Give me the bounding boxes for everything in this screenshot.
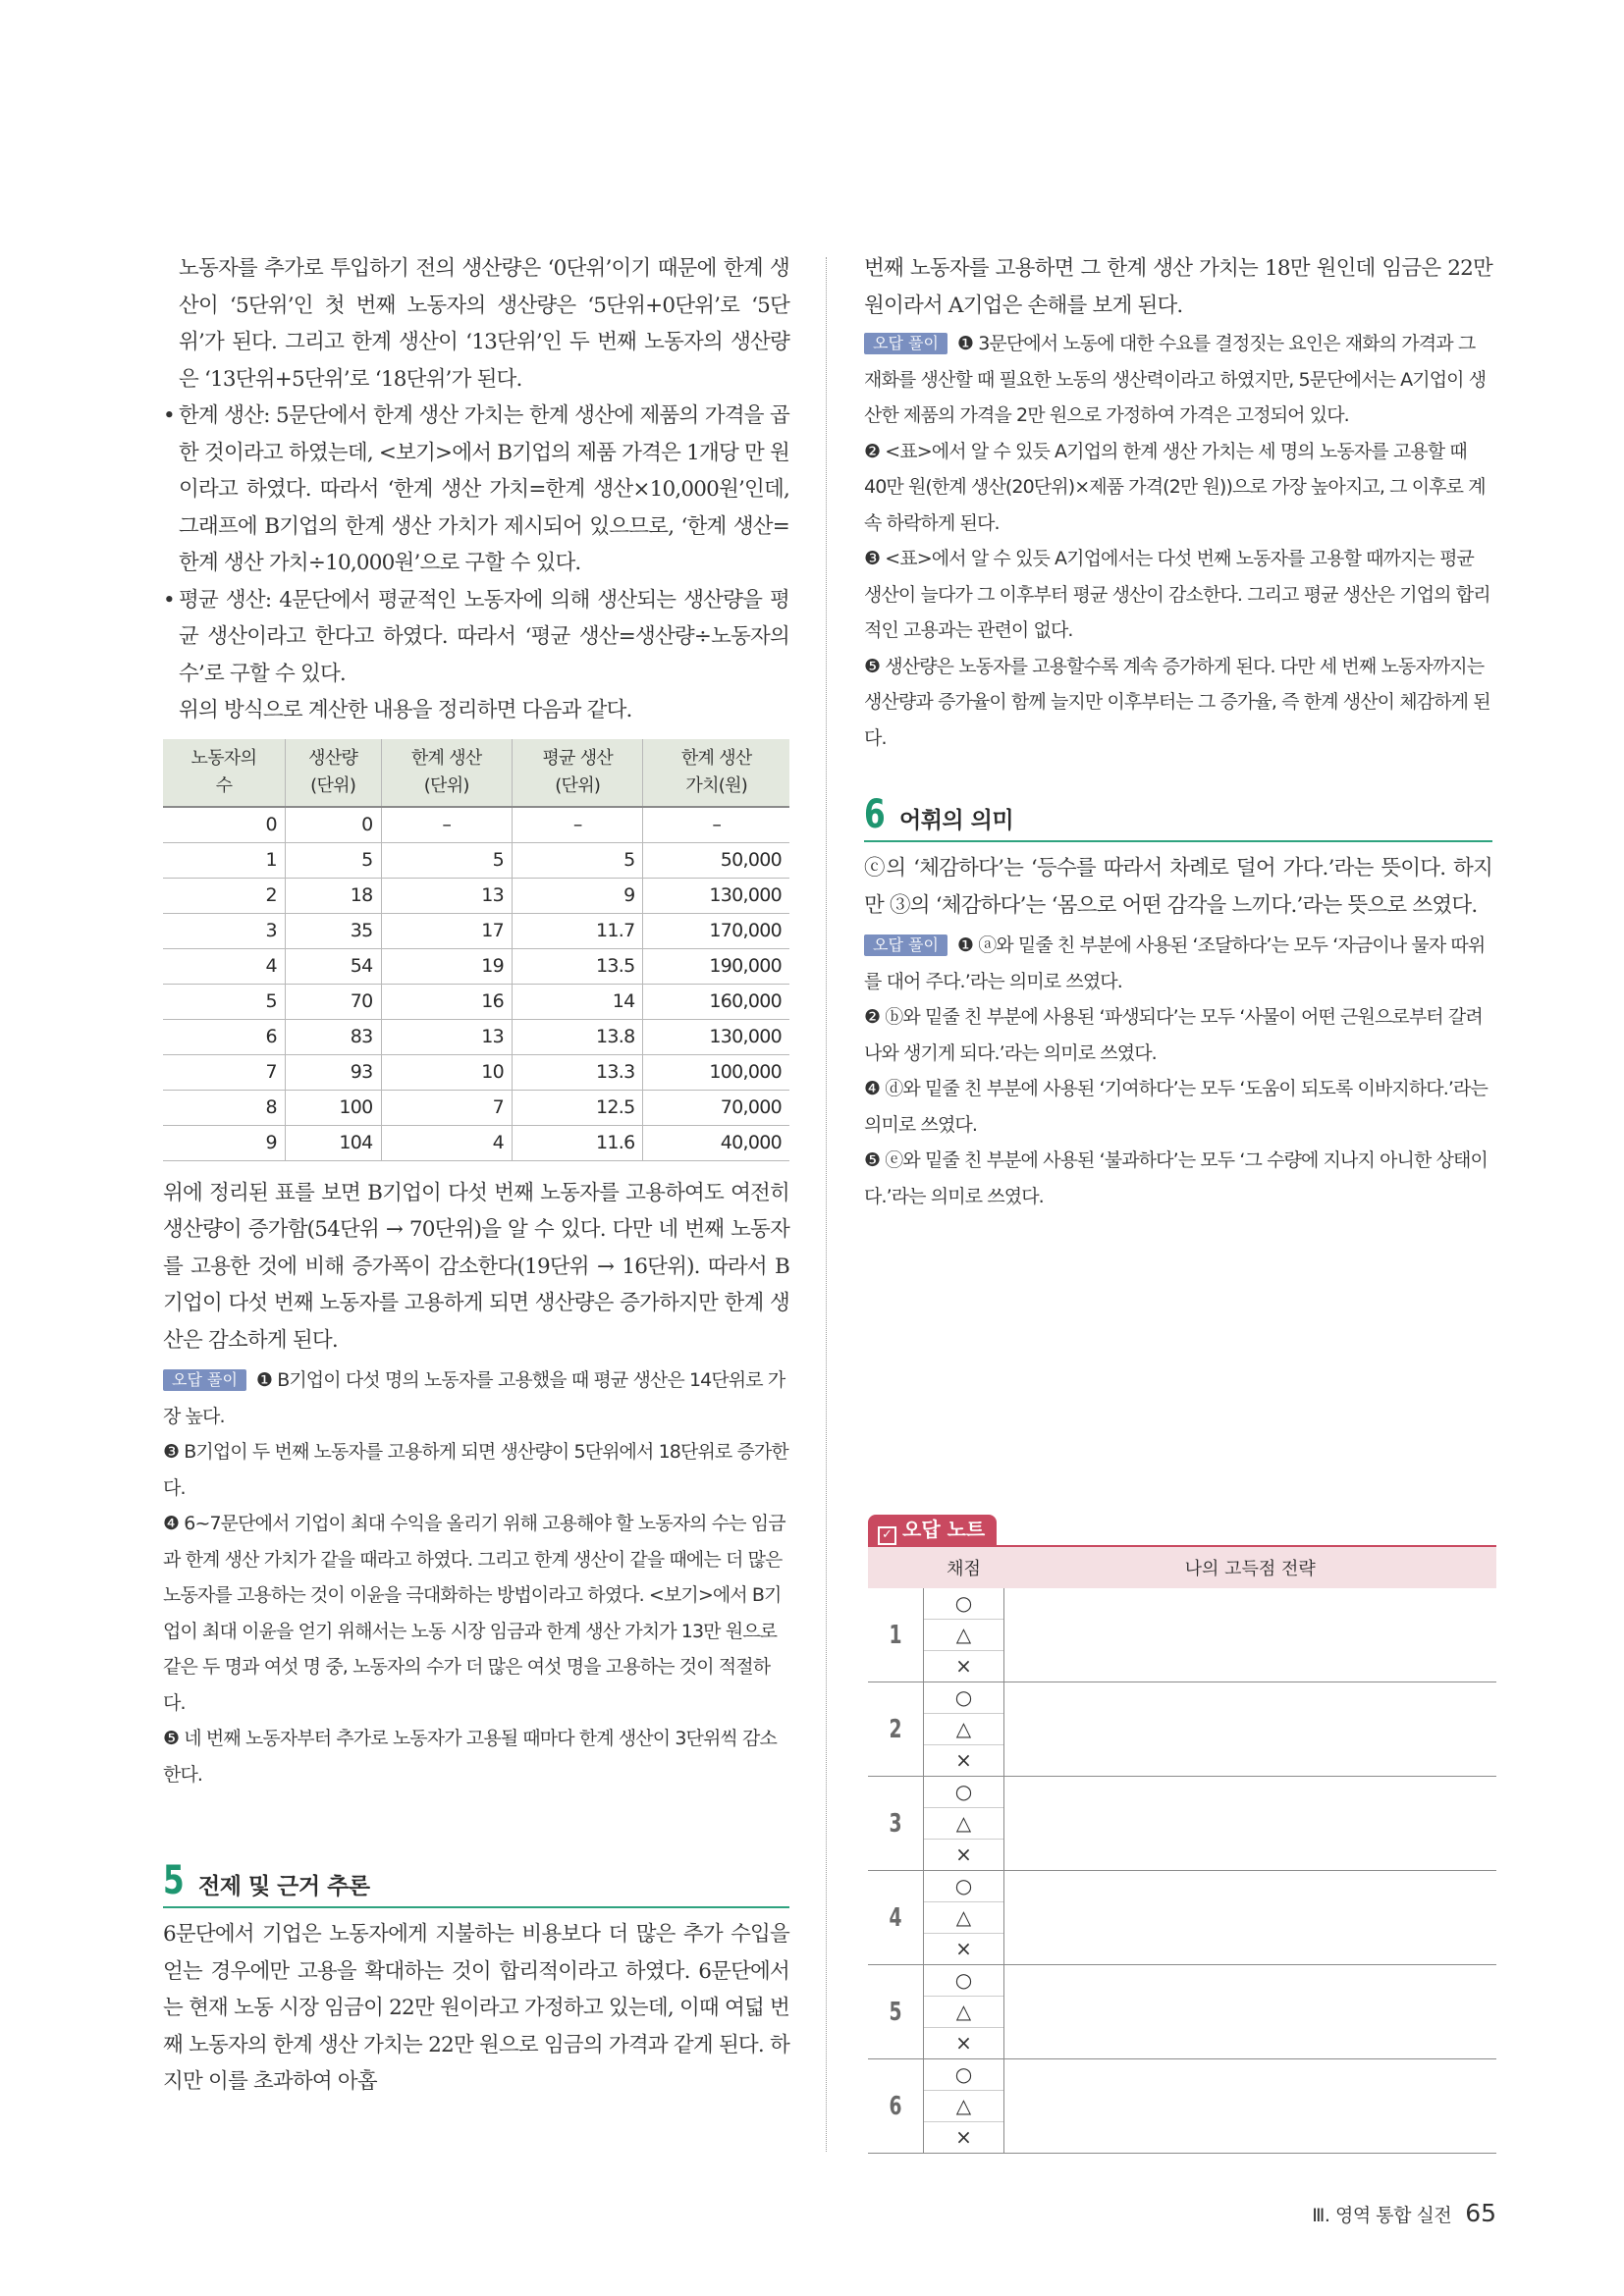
table-row <box>163 984 789 1019</box>
page-number: 65 <box>1465 2199 1496 2227</box>
grade-marks <box>924 1777 1004 1871</box>
table-cell: 0 <box>285 807 381 843</box>
question-number: 5 <box>874 1965 918 2059</box>
table-cell: 5 <box>381 842 512 878</box>
grade-mark-option[interactable]: ○ <box>924 1965 1003 1997</box>
note-table <box>868 1545 1496 2154</box>
note-row <box>868 1777 1496 1871</box>
table-row <box>163 807 789 843</box>
wrong-answer-badge: 오답 풀이 <box>163 1369 246 1391</box>
table-cell: 54 <box>285 948 381 984</box>
table-cell: 7 <box>163 1054 285 1090</box>
grade-mark-option[interactable]: ○ <box>924 1871 1003 1902</box>
grade-mark-option[interactable]: × <box>955 1842 972 1866</box>
column-divider <box>826 257 827 2152</box>
paragraph: 6문단에서 기업은 노동자에게 지불하는 비용보다 더 많은 추가 수입을 얻는 경우에만 고용을 확대하는 것이 합리적이라고 하였다. 6문단에서는 현재 노동 시장 임금이 22만 원이라고 가정하고 있는데, 이때 여덟 번째 노동자의 한계 생산 가치는 22만 원으로 임금의 가격과 같게 된다. 하지만 이를 초과하여 아홉 <box>163 1922 789 2094</box>
wrong-answer-item: ❸ B기업이 두 번째 노동자를 고용하게 되면 생산량이 5단위에서 18단위로 증가한다. <box>163 1441 788 1499</box>
table-cell: 7 <box>381 1090 512 1125</box>
footer-section: Ⅲ. 영역 통합 실전 <box>1312 2205 1452 2226</box>
table-cell: 13.5 <box>512 948 642 984</box>
table-row <box>163 1054 789 1090</box>
note-row <box>868 1588 1496 1682</box>
page-footer <box>1312 2199 1496 2227</box>
table-header: 한계 생산 (단위) <box>381 739 512 807</box>
strategy-cell[interactable] <box>1004 1588 1497 1682</box>
bullet-average-product: • 평균 생산: 4문단에서 평균적인 노동자에 의해 생산되는 생산량을 평균 생산이라고 한다고 하였다. 따라서 ‘평균 생산=생산량÷노동자의 수’로 구할 수 있다. <box>163 582 789 693</box>
wrong-answer-badge: 오답 풀이 <box>864 333 947 354</box>
wrong-answer-item: 오답 풀이 ❶ 3문단에서 노동에 대한 수요를 결정짓는 요인은 재화의 가격과 그 재화를 생산할 때 필요한 노동의 생산력이라고 하였지만, 5문단에서는 A기업이 생산한 제품의 가격을 2만 원으로 가정하여 가격은 고정되어 있다. <box>864 333 1487 426</box>
table-cell: 5 <box>285 842 381 878</box>
question-number: 2 <box>874 1682 918 1777</box>
table-cell: 18 <box>285 878 381 913</box>
right-column <box>864 250 1492 1214</box>
table-cell: – <box>643 807 789 843</box>
checkbox-icon: ✓ <box>878 1526 896 1545</box>
table-cell: 12.5 <box>512 1090 642 1125</box>
table-cell: 8 <box>163 1090 285 1125</box>
table-cell: 104 <box>285 1125 381 1160</box>
table-row <box>163 842 789 878</box>
note-header-blank <box>868 1546 924 1588</box>
grade-mark-option[interactable]: △ <box>924 2091 1003 2122</box>
wrong-answer-item: ❹ 6~7문단에서 기업이 최대 수익을 올리기 위해 고용해야 할 노동자의 수는 임금과 한계 생산 가치가 같을 때라고 하였다. 그리고 한계 생산이 같을 때에는 더 많은 노동자를 고용하는 것이 이윤을 극대화하는 방법이라고 하였다. <보기>에서 B기업이 최대 이윤을 얻기 위해서는 노동 시장 임금과 한계 생산 가치가 13만 원으로 같은 두 명과 여섯 명 중, 노동자의 수가 더 많은 여섯 명을 고용하는 것이 적절하다. <box>163 1513 785 1714</box>
question-number: 4 <box>874 1871 918 1965</box>
strategy-cell[interactable] <box>1004 1777 1497 1871</box>
table-cell: 19 <box>381 948 512 984</box>
table-row <box>163 1125 789 1160</box>
table-cell: 130,000 <box>643 1019 789 1054</box>
note-tab: ✓ 오답 노트 <box>868 1515 997 1545</box>
note-row <box>868 2059 1496 2154</box>
table-cell: – <box>512 807 642 843</box>
section-title: 어휘의 의미 <box>899 808 1014 833</box>
table-cell: 14 <box>512 984 642 1019</box>
table-cell: 4 <box>381 1125 512 1160</box>
grade-mark-option[interactable]: × <box>955 2031 972 2055</box>
table-cell: 5 <box>163 984 285 1019</box>
section-heading-5 <box>163 1858 789 1908</box>
table-cell: 83 <box>285 1019 381 1054</box>
grade-marks <box>924 1871 1004 1965</box>
wrong-answer-badge: 오답 풀이 <box>864 934 947 956</box>
production-table <box>163 739 789 1161</box>
wrong-answer-item: 오답 풀이 ❶ B기업이 다섯 명의 노동자를 고용했을 때 평균 생산은 14단위로 가장 높다. <box>163 1369 785 1427</box>
grade-mark-option[interactable]: ○ <box>924 2059 1003 2091</box>
grade-marks <box>924 1588 1004 1682</box>
section-number: 5 <box>163 1858 184 1903</box>
grade-mark-option[interactable]: △ <box>924 1714 1003 1745</box>
table-cell: 9 <box>512 878 642 913</box>
question-number: 1 <box>874 1588 918 1682</box>
table-cell: 0 <box>163 807 285 843</box>
grade-mark-option[interactable]: × <box>955 1937 972 1960</box>
grade-mark-option[interactable]: △ <box>924 1808 1003 1840</box>
left-column <box>163 250 789 2101</box>
strategy-cell[interactable] <box>1004 1965 1497 2059</box>
paragraph: ⓒ의 ‘체감하다’는 ‘등수를 따라서 차례로 덜어 가다.’라는 뜻이다. 하지만 ③의 ‘체감하다’는 ‘몸으로 어떤 감각을 느끼다.’라는 뜻으로 쓰였다. <box>864 856 1492 918</box>
table-cell: 11.6 <box>512 1125 642 1160</box>
table-header: 생산량 (단위) <box>285 739 381 807</box>
bullet-marginal-product: • 한계 생산: 5문단에서 한계 생산 가치는 한계 생산에 제품의 가격을 곱한 것이라고 하였는데, <보기>에서 B기업의 제품 가격은 1개당 만 원이라고 하였다. 따라서 ‘한계 생산 가치=한계 생산×10,000원’인데, 그래프에 B기업의 한계 생산 가치가 제시되어 있으므로, ‘한계 생산=한계 생산 가치÷10,000원’으로 구할 수 있다. <box>163 398 789 582</box>
grade-mark-option[interactable]: ○ <box>924 1588 1003 1620</box>
table-cell: 13 <box>381 1019 512 1054</box>
grade-mark-option[interactable]: × <box>955 2125 972 2149</box>
table-cell: 40,000 <box>643 1125 789 1160</box>
note-row <box>868 1682 1496 1777</box>
table-cell: 4 <box>163 948 285 984</box>
grade-mark-option[interactable]: ○ <box>924 1682 1003 1714</box>
section-heading-6 <box>864 792 1492 842</box>
table-cell: 13 <box>381 878 512 913</box>
note-header-strategy: 나의 고득점 전략 <box>1004 1546 1497 1588</box>
table-header: 평균 생산 (단위) <box>512 739 642 807</box>
grade-marks <box>924 1965 1004 2059</box>
table-cell: 13.8 <box>512 1019 642 1054</box>
grade-mark-option[interactable]: × <box>955 1748 972 1772</box>
wrong-answer-item: ❸ <표>에서 알 수 있듯 A기업에서는 다섯 번째 노동자를 고용할 때까지는 평균 생산이 늘다가 그 이후부터 평균 생산이 감소한다. 그리고 평균 생산은 기업의 합리적인 고용과는 관련이 없다. <box>864 548 1490 641</box>
grade-mark-option[interactable]: ○ <box>924 1777 1003 1808</box>
note-header-row <box>868 1546 1496 1588</box>
wrong-answer-item: 오답 풀이 ❶ ⓐ와 밑줄 친 부분에 사용된 ‘조달하다’는 모두 ‘자금이나 물자 따위를 대어 주다.’라는 의미로 쓰였다. <box>864 934 1486 992</box>
strategy-cell[interactable] <box>1004 1871 1497 1965</box>
wrong-answer-item: ❺ 생산량은 노동자를 고용할수록 계속 증가하게 된다. 다만 세 번째 노동자까지는 생산량과 증가율이 함께 늘지만 이후부터는 그 증가율, 즉 한계 생산이 체감하게 된다. <box>864 655 1490 749</box>
paragraph: 노동자를 추가로 투입하기 전의 생산량은 ‘0단위’이기 때문에 한계 생산이 ‘5단위’인 첫 번째 노동자의 생산량은 ‘5단위+0단위’로 ‘5단위’가 된다. 그리고 한계 생산이 ‘13단위’인 두 번째 노동자의 생산량은 ‘13단위+5단위’로 ‘18단위’가 된다. <box>179 256 789 392</box>
table-cell: 130,000 <box>643 878 789 913</box>
table-cell: 190,000 <box>643 948 789 984</box>
table-cell: 100 <box>285 1090 381 1125</box>
table-cell: 10 <box>381 1054 512 1090</box>
table-header: 한계 생산 가치(원) <box>643 739 789 807</box>
table-cell: 16 <box>381 984 512 1019</box>
table-row <box>163 1019 789 1054</box>
paragraph: 위의 방식으로 계산한 내용을 정리하면 다음과 같다. <box>179 698 632 722</box>
table-cell: 3 <box>163 913 285 948</box>
table-cell: 100,000 <box>643 1054 789 1090</box>
table-cell: 9 <box>163 1125 285 1160</box>
table-cell: 160,000 <box>643 984 789 1019</box>
wrong-answer-item: ❹ ⓓ와 밑줄 친 부분에 사용된 ‘기여하다’는 모두 ‘도움이 되도록 이바지하다.’라는 의미로 쓰였다. <box>864 1078 1488 1136</box>
table-row <box>163 878 789 913</box>
wrong-answer-item: ❺ ⓔ와 밑줄 친 부분에 사용된 ‘불과하다’는 모두 ‘그 수량에 지나지 아니한 상태이다.’라는 의미로 쓰였다. <box>864 1149 1488 1207</box>
question-number: 3 <box>874 1777 918 1871</box>
note-row <box>868 1871 1496 1965</box>
table-header-row <box>163 739 789 807</box>
table-cell: 5 <box>512 842 642 878</box>
table-cell: 170,000 <box>643 913 789 948</box>
table-cell: 35 <box>285 913 381 948</box>
paragraph: 위에 정리된 표를 보면 B기업이 다섯 번째 노동자를 고용하여도 여전히 생산량이 증가함(54단위 → 70단위)을 알 수 있다. 다만 네 번째 노동자를 고용한 것에 비해 증가폭이 감소한다(19단위 → 16단위). 따라서 B기업이 다섯 번째 노동자를 고용하게 되면 생산량은 증가하지만 한계 생산은 감소하게 된다. <box>163 1180 789 1353</box>
table-cell: 11.7 <box>512 913 642 948</box>
table-header: 노동자의 수 <box>163 739 285 807</box>
note-header-grade: 채점 <box>924 1546 1004 1588</box>
wrong-answer-item: ❺ 네 번째 노동자부터 추가로 노동자가 고용될 때마다 한계 생산이 3단위씩 감소한다. <box>163 1728 777 1786</box>
table-cell: 2 <box>163 878 285 913</box>
table-row <box>163 948 789 984</box>
strategy-cell[interactable] <box>1004 2059 1497 2154</box>
table-row <box>163 1090 789 1125</box>
section-title: 전제 및 근거 추론 <box>198 1874 370 1899</box>
grade-mark-option[interactable]: △ <box>924 1902 1003 1934</box>
table-cell: 6 <box>163 1019 285 1054</box>
strategy-cell[interactable] <box>1004 1682 1497 1777</box>
table-cell: – <box>381 807 512 843</box>
table-cell: 1 <box>163 842 285 878</box>
grade-mark-option[interactable]: × <box>955 1654 972 1678</box>
table-cell: 93 <box>285 1054 381 1090</box>
table-cell: 50,000 <box>643 842 789 878</box>
grade-mark-option[interactable]: △ <box>924 1620 1003 1651</box>
paragraph: 번째 노동자를 고용하면 그 한계 생산 가치는 18만 원인데 임금은 22만 원이라서 A기업은 손해를 보게 된다. <box>864 256 1492 318</box>
wrong-answer-note <box>868 1515 1496 2154</box>
note-row <box>868 1965 1496 2059</box>
wrong-answer-item: ❷ ⓑ와 밑줄 친 부분에 사용된 ‘파생되다’는 모두 ‘사물이 어떤 근원으로부터 갈려 나와 생기게 되다.’라는 의미로 쓰였다. <box>864 1006 1483 1064</box>
section-number: 6 <box>864 792 885 837</box>
table-cell: 13.3 <box>512 1054 642 1090</box>
grade-mark-option[interactable]: △ <box>924 1997 1003 2028</box>
table-cell: 17 <box>381 913 512 948</box>
grade-marks <box>924 2059 1004 2154</box>
table-cell: 70 <box>285 984 381 1019</box>
grade-marks <box>924 1682 1004 1777</box>
wrong-answer-item: ❷ <표>에서 알 수 있듯 A기업의 한계 생산 가치는 세 명의 노동자를 고용할 때 40만 원(한계 생산(20단위)×제품 가격(2만 원))으로 가장 높아지고, 그 이후로 계속 하락하게 된다. <box>864 440 1486 534</box>
table-cell: 70,000 <box>643 1090 789 1125</box>
table-row <box>163 913 789 948</box>
question-number: 6 <box>874 2059 918 2154</box>
